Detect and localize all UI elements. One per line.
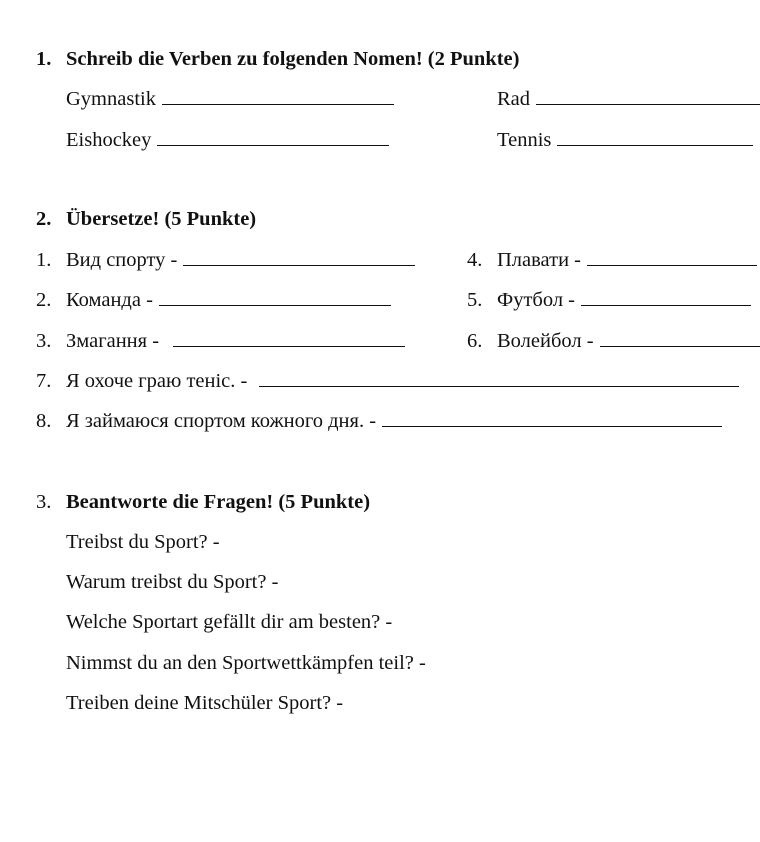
item-label: Волейбол - — [497, 330, 594, 352]
answer-blank[interactable] — [259, 386, 739, 387]
answer-blank[interactable] — [557, 145, 753, 146]
item-number: 3. — [36, 330, 52, 352]
section1-number: 1. — [36, 48, 52, 70]
item-label: Команда - — [66, 289, 153, 311]
section1-item-tennis — [497, 128, 753, 152]
item-label: Футбол - — [497, 289, 575, 311]
item-label: Плавати - — [497, 249, 581, 271]
section2-number: 2. — [36, 208, 52, 230]
answer-blank[interactable] — [600, 346, 760, 347]
item-label: Змагання - — [66, 330, 160, 352]
item-number: 4. — [467, 249, 483, 271]
question-4: Nimmst du an den Sportwettkämpfen teil? - — [66, 652, 426, 674]
item-label: Я охоче граю теніс. - — [66, 370, 248, 392]
answer-blank[interactable] — [587, 265, 757, 266]
question-2: Warum treibst du Sport? - — [66, 571, 279, 593]
item-label: Вид спорту - — [66, 249, 178, 271]
item-number: 5. — [467, 289, 483, 311]
section1-item-gymnastik — [66, 87, 394, 111]
section2-heading: Übersetze! (5 Punkte) — [66, 208, 257, 230]
answer-blank[interactable] — [162, 104, 394, 105]
section1-item-eishockey — [66, 128, 389, 152]
answer-blank[interactable] — [173, 346, 405, 347]
answer-blank[interactable] — [382, 426, 722, 427]
item-number: 1. — [36, 249, 52, 271]
item-label: Я займаюся спортом кожного дня. - — [66, 410, 377, 432]
answer-blank[interactable] — [157, 145, 389, 146]
answer-blank[interactable] — [536, 104, 760, 105]
section3-number: 3. — [36, 491, 52, 513]
answer-blank[interactable] — [159, 305, 391, 306]
section1-item-rad — [497, 87, 760, 111]
item-label: Eishockey — [66, 129, 152, 151]
item-label: Tennis — [497, 129, 552, 151]
question-5: Treiben deine Mitschüler Sport? - — [66, 692, 344, 714]
section1-heading: Schreib die Verben zu folgenden Nomen! (2 Punkte) — [66, 48, 520, 70]
item-number: 8. — [36, 410, 52, 432]
item-number: 7. — [36, 370, 52, 392]
answer-blank[interactable] — [183, 265, 415, 266]
question-3: Welche Sportart gefällt dir am besten? - — [66, 611, 393, 633]
item-label: Gymnastik — [66, 88, 156, 110]
question-1: Treibst du Sport? - — [66, 531, 220, 553]
item-number: 2. — [36, 289, 52, 311]
section3-heading: Beantworte die Fragen! (5 Punkte) — [66, 491, 371, 513]
item-number: 6. — [467, 330, 483, 352]
item-label: Rad — [497, 88, 531, 110]
answer-blank[interactable] — [581, 305, 751, 306]
